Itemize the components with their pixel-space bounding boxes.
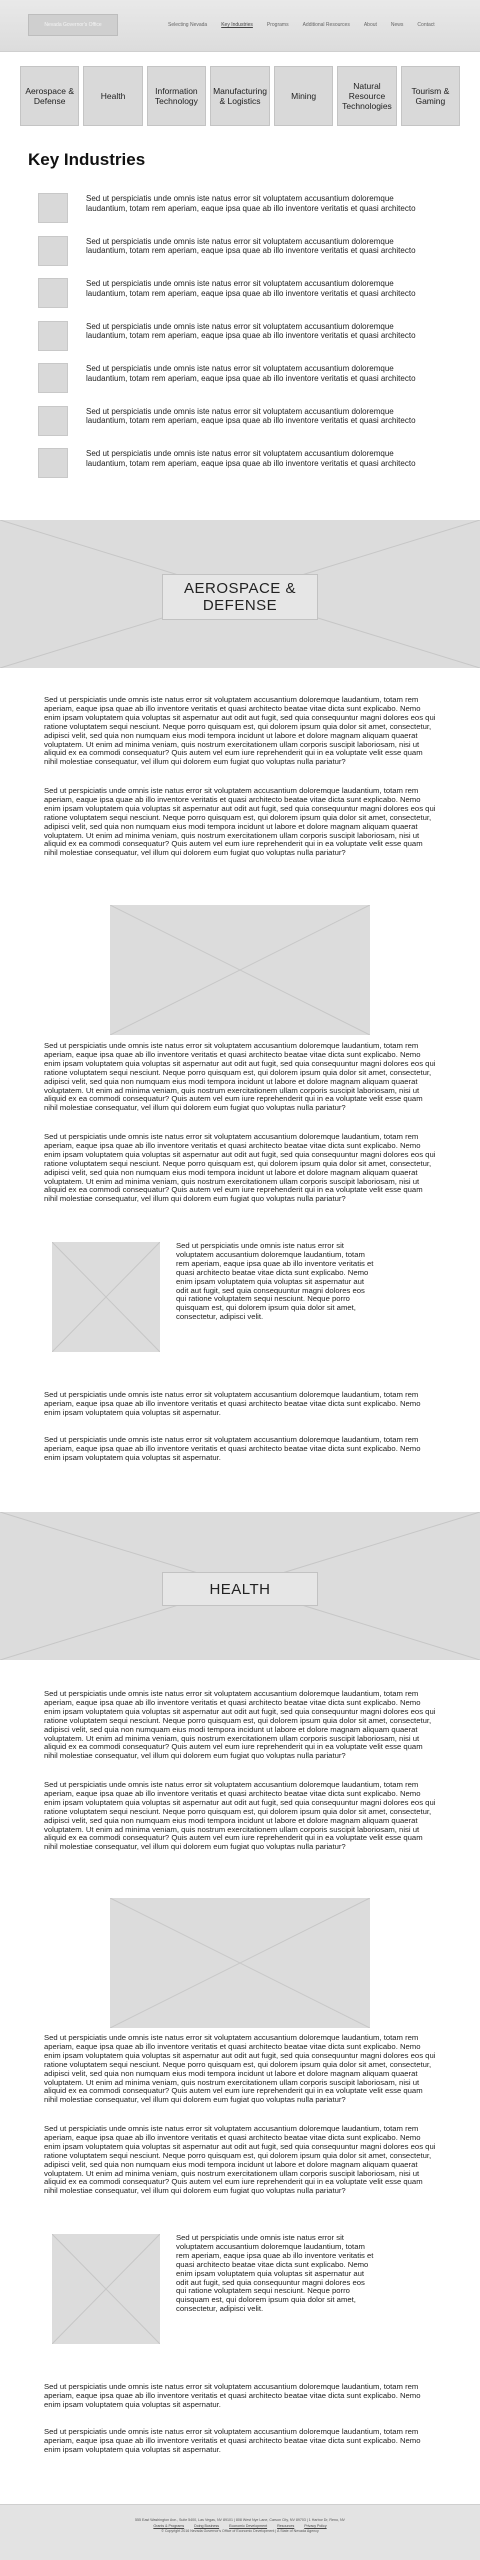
health-paragraph-6: Sed ut perspiciatis unde omnis iste natus error sit voluptatem accusantium doloremque laudantium, totam rem aperiam, eaque ipsa quae ab illo inventore veritatis et quasi architecto beatae vitae dicta sunt explicabo. Nemo enim ipsam voluptatem quia voluptas sit aspernatur.	[44, 2427, 421, 2454]
page-title: Key Industries	[28, 150, 146, 169]
health-image-placeholder	[110, 1898, 370, 2028]
footer-copyright: © Copyright 2016 Nevada Governor's Office of Economic Development | A State of Nevada Agency	[161, 2529, 319, 2533]
aerospace-paragraph-6: Sed ut perspiciatis unde omnis iste natus error sit voluptatem accusantium doloremque laudantium, totam rem aperiam, eaque ipsa quae ab illo inventore veritatis et quasi architecto beatae vitae dicta sunt explicabo. Nemo enim ipsam voluptatem quia voluptas sit aspernatur.	[44, 1435, 421, 1462]
list-item-text: Sed ut perspiciatis unde omnis iste natus error sit voluptatem accusantium doloremque laudantium, totam rem aperiam, eaque ipsa quae ab illo inventore veritatis et quasi architecto	[86, 406, 416, 425]
health-paragraph-4: Sed ut perspiciatis unde omnis iste natus error sit voluptatem accusantium doloremque laudantium, totam rem aperiam, eaque ipsa quae ab illo inventore veritatis et quasi architecto beatae vitae dicta sunt explicabo. Nemo enim ipsam voluptatem quia voluptas sit aspernatur aut odit aut fugit, sed quia consequuntur magni dolores eos qui ratione voluptatem sequi nesciunt. Neque porro quisquam est, qui dolorem ipsum quia dolor sit amet, consectetur, adipisci velit, sed quia non numquam eius modi tempora incidunt ut labore et dolore magnam aliquam quaerat voluptatem. Ut enim ad minima veniam, quis nostrum exercitationem ullam corporis suscipit laboriosam, nisi ut aliquid ex ea commodi consequatur? Quis autem vel eum iure reprehenderit qui in ea voluptate velit esse quam nihil molestiae consequatur, vel illum qui dolorem eum fugiat quo voluptas nulla pariatur?	[44, 2124, 436, 2196]
industry-tiles	[20, 66, 460, 126]
nav-news[interactable]: News	[390, 22, 404, 28]
footer-link-grants[interactable]: Grants & Programs	[153, 2524, 185, 2528]
list-item-text: Sed ut perspiciatis unde omnis iste natus error sit voluptatem accusantium doloremque laudantium, totam rem aperiam, eaque ipsa quae ab illo inventore veritatis et quasi architecto	[86, 364, 416, 383]
image-placeholder	[38, 193, 68, 223]
list-item-text: Sed ut perspiciatis unde omnis iste natus error sit voluptatem accusantium doloremque laudantium, totam rem aperiam, eaque ipsa quae ab illo inventore veritatis et quasi architecto	[86, 236, 416, 255]
tile-natural-resource-technologies[interactable]: Natural Resource Technologies	[337, 66, 396, 126]
footer-link-economic-development[interactable]: Economic Development	[229, 2524, 268, 2528]
nav-about[interactable]: About	[363, 22, 377, 28]
aerospace-paragraph-1: Sed ut perspiciatis unde omnis iste natus error sit voluptatem accusantium doloremque laudantium, totam rem aperiam, eaque ipsa quae ab illo inventore veritatis et quasi architecto beatae vitae dicta sunt explicabo. Nemo enim ipsam voluptatem quia voluptas sit aspernatur aut odit aut fugit, sed quia consequuntur magni dolores eos qui ratione voluptatem sequi nesciunt. Neque porro quisquam est, qui dolorem ipsum quia dolor sit amet, consectetur, adipisci velit, sed quia non numquam eius modi tempora incidunt ut labore et dolore magnam aliquam quaerat voluptatem. Ut enim ad minima veniam, quis nostrum exercitationem ullam corporis suscipit laboriosam, nisi ut aliquid ex ea commodi consequatur? Quis autem vel eum iure reprehenderit qui in ea voluptate velit esse quam nihil molestiae consequatur, vel illum qui dolorem eum fugiat quo voluptas nulla pariatur?	[44, 695, 436, 767]
list-item-text: Sed ut perspiciatis unde omnis iste natus error sit voluptatem accusantium doloremque laudantium, totam rem aperiam, eaque ipsa quae ab illo inventore veritatis et quasi architecto	[86, 194, 416, 213]
image-placeholder	[38, 363, 68, 393]
nav-key-industries[interactable]: Key Industries	[221, 22, 253, 28]
list-item[interactable]	[38, 360, 442, 403]
image-placeholder	[38, 321, 68, 351]
nav-contact[interactable]: Contact	[417, 22, 435, 28]
health-paragraph-3: Sed ut perspiciatis unde omnis iste natus error sit voluptatem accusantium doloremque laudantium, totam rem aperiam, eaque ipsa quae ab illo inventore veritatis et quasi architecto beatae vitae dicta sunt explicabo. Nemo enim ipsam voluptatem quia voluptas sit aspernatur aut odit aut fugit, sed quia consequuntur magni dolores eos qui ratione voluptatem sequi nesciunt. Neque porro quisquam est, qui dolorem ipsum quia dolor sit amet, consectetur, adipisci velit, sed quia non numquam eius modi tempora incidunt ut labore et dolore magnam aliquam quaerat voluptatem. Ut enim ad minima veniam, quis nostrum exercitationem ullam corporis suscipit laboriosam, nisi ut aliquid ex ea commodi consequatur? Quis autem vel eum iure reprehenderit qui in ea voluptate velit esse quam nihil molestiae consequatur, vel illum qui dolorem eum fugiat quo voluptas nulla pariatur?	[44, 2033, 436, 2105]
health-section-title: HEALTH	[162, 1572, 318, 1606]
aerospace-hero-banner	[0, 520, 480, 668]
nav-selecting-nevada[interactable]: Selecting Nevada	[168, 22, 208, 28]
footer-link-resources[interactable]: Resources	[277, 2524, 295, 2528]
aerospace-paragraph-4: Sed ut perspiciatis unde omnis iste natus error sit voluptatem accusantium doloremque laudantium, totam rem aperiam, eaque ipsa quae ab illo inventore veritatis et quasi architecto beatae vitae dicta sunt explicabo. Nemo enim ipsam voluptatem quia voluptas sit aspernatur aut odit aut fugit, sed quia consequuntur magni dolores eos qui ratione voluptatem sequi nesciunt. Neque porro quisquam est, qui dolorem ipsum quia dolor sit amet, consectetur, adipisci velit, sed quia non numquam eius modi tempora incidunt ut labore et dolore magnam aliquam quaerat voluptatem. Ut enim ad minima veniam, quis nostrum exercitationem ullam corporis suscipit laboriosam, nisi ut aliquid ex ea commodi consequatur? Quis autem vel eum iure reprehenderit qui in ea voluptate velit esse quam nihil molestiae consequatur, vel illum qui dolorem eum fugiat quo voluptas nulla pariatur?	[44, 1132, 436, 1204]
list-item[interactable]	[38, 403, 442, 446]
tile-information-technology[interactable]: Information Technology	[147, 66, 206, 126]
list-item[interactable]	[38, 275, 442, 318]
health-hero-banner	[0, 1512, 480, 1660]
site-logo[interactable]: Nevada Governor's Office	[28, 14, 118, 36]
site-header	[0, 0, 480, 52]
aerospace-paragraph-3: Sed ut perspiciatis unde omnis iste natus error sit voluptatem accusantium doloremque laudantium, totam rem aperiam, eaque ipsa quae ab illo inventore veritatis et quasi architecto beatae vitae dicta sunt explicabo. Nemo enim ipsam voluptatem quia voluptas sit aspernatur aut odit aut fugit, sed quia consequuntur magni dolores eos qui ratione voluptatem sequi nesciunt. Neque porro quisquam est, qui dolorem ipsum quia dolor sit amet, consectetur, adipisci velit, sed quia non numquam eius modi tempora incidunt ut labore et dolore magnam aliquam quaerat voluptatem. Ut enim ad minima veniam, quis nostrum exercitationem ullam corporis suscipit laboriosam, nisi ut aliquid ex ea commodi consequatur? Quis autem vel eum iure reprehenderit qui in ea voluptate velit esse quam nihil molestiae consequatur, vel illum qui dolorem eum fugiat quo voluptas nulla pariatur?	[44, 1041, 436, 1113]
image-placeholder	[38, 406, 68, 436]
list-item[interactable]	[38, 233, 442, 276]
list-item[interactable]	[38, 190, 442, 233]
aerospace-paragraph-5: Sed ut perspiciatis unde omnis iste natus error sit voluptatem accusantium doloremque laudantium, totam rem aperiam, eaque ipsa quae ab illo inventore veritatis et quasi architecto beatae vitae dicta sunt explicabo. Nemo enim ipsam voluptatem quia voluptas sit aspernatur.	[44, 1390, 421, 1417]
list-item[interactable]	[38, 445, 442, 488]
tile-health[interactable]: Health	[83, 66, 142, 126]
aerospace-section-title: AEROSPACE & DEFENSE	[162, 574, 318, 620]
site-footer	[0, 2504, 480, 2560]
nav-additional-resources[interactable]: Additional Resources	[302, 22, 350, 28]
aerospace-side-text: Sed ut perspiciatis unde omnis iste natus error sit voluptatem accusantium doloremque laudantium, totam rem aperiam, eaque ipsa quae ab illo inventore veritatis et quasi architecto beatae vitae dicta sunt explicabo. Nemo enim ipsam voluptatem quia voluptas sit aspernatur aut odit aut fugit, sed quia consequuntur magni dolores eos qui ratione voluptatem sequi nesciunt. Neque porro quisquam est, qui dolorem ipsum quia dolor sit amet, consectetur, adipisci velit.	[176, 1241, 374, 1322]
aerospace-paragraph-2: Sed ut perspiciatis unde omnis iste natus error sit voluptatem accusantium doloremque laudantium, totam rem aperiam, eaque ipsa quae ab illo inventore veritatis et quasi architecto beatae vitae dicta sunt explicabo. Nemo enim ipsam voluptatem quia voluptas sit aspernatur aut odit aut fugit, sed quia consequuntur magni dolores eos qui ratione voluptatem sequi nesciunt. Neque porro quisquam est, qui dolorem ipsum quia dolor sit amet, consectetur, adipisci velit, sed quia non numquam eius modi tempora incidunt ut labore et dolore magnam aliquam quaerat voluptatem. Ut enim ad minima veniam, quis nostrum exercitationem ullam corporis suscipit laboriosam, nisi ut aliquid ex ea commodi consequatur? Quis autem vel eum iure reprehenderit qui in ea voluptate velit esse quam nihil molestiae consequatur, vel illum qui dolorem eum fugiat quo voluptas nulla pariatur?	[44, 786, 436, 858]
image-placeholder-cross	[110, 1898, 370, 2028]
footer-link-privacy[interactable]: Privacy Policy	[304, 2524, 327, 2528]
image-placeholder-cross	[52, 2234, 160, 2344]
aerospace-side-image-placeholder	[52, 1242, 160, 1352]
health-paragraph-1: Sed ut perspiciatis unde omnis iste natus error sit voluptatem accusantium doloremque laudantium, totam rem aperiam, eaque ipsa quae ab illo inventore veritatis et quasi architecto beatae vitae dicta sunt explicabo. Nemo enim ipsam voluptatem quia voluptas sit aspernatur aut odit aut fugit, sed quia consequuntur magni dolores eos qui ratione voluptatem sequi nesciunt. Neque porro quisquam est, qui dolorem ipsum quia dolor sit amet, consectetur, adipisci velit, sed quia non numquam eius modi tempora incidunt ut labore et dolore magnam aliquam quaerat voluptatem. Ut enim ad minima veniam, quis nostrum exercitationem ullam corporis suscipit laboriosam, nisi ut aliquid ex ea commodi consequatur? Quis autem vel eum iure reprehenderit qui in ea voluptate velit esse quam nihil molestiae consequatur, vel illum qui dolorem eum fugiat quo voluptas nulla pariatur?	[44, 1689, 436, 1761]
image-placeholder	[38, 448, 68, 478]
health-side-text: Sed ut perspiciatis unde omnis iste natus error sit voluptatem accusantium doloremque laudantium, totam rem aperiam, eaque ipsa quae ab illo inventore veritatis et quasi architecto beatae vitae dicta sunt explicabo. Nemo enim ipsam voluptatem quia voluptas sit aspernatur aut odit aut fugit, sed quia consequuntur magni dolores eos qui ratione voluptatem sequi nesciunt. Neque porro quisquam est, qui dolorem ipsum quia dolor sit amet, consectetur, adipisci velit.	[176, 2233, 374, 2314]
image-placeholder-cross	[52, 1242, 160, 1352]
tile-mining[interactable]: Mining	[274, 66, 333, 126]
health-paragraph-5: Sed ut perspiciatis unde omnis iste natus error sit voluptatem accusantium doloremque laudantium, totam rem aperiam, eaque ipsa quae ab illo inventore veritatis et quasi architecto beatae vitae dicta sunt explicabo. Nemo enim ipsam voluptatem quia voluptas sit aspernatur.	[44, 2382, 421, 2409]
footer-link-doing-business[interactable]: Doing Business	[194, 2524, 220, 2528]
list-item-text: Sed ut perspiciatis unde omnis iste natus error sit voluptatem accusantium doloremque laudantium, totam rem aperiam, eaque ipsa quae ab illo inventore veritatis et quasi architecto	[86, 449, 416, 468]
main-nav	[168, 22, 435, 28]
health-side-image-placeholder	[52, 2234, 160, 2344]
list-item[interactable]	[38, 318, 442, 361]
tile-aerospace-defense[interactable]: Aerospace & Defense	[20, 66, 79, 126]
footer-addresses: 555 East Washington Ave., Suite 5400, Las Vegas, NV 89101 | 808 West Nye Lane, Carson City, NV 89703 | 1 Harbor Dr, Reno, NV	[135, 2518, 345, 2522]
image-placeholder	[38, 236, 68, 266]
list-item-text: Sed ut perspiciatis unde omnis iste natus error sit voluptatem accusantium doloremque laudantium, totam rem aperiam, eaque ipsa quae ab illo inventore veritatis et quasi architecto	[86, 279, 416, 298]
nav-programs[interactable]: Programs	[266, 22, 289, 28]
key-industry-list	[38, 190, 442, 488]
health-paragraph-2: Sed ut perspiciatis unde omnis iste natus error sit voluptatem accusantium doloremque laudantium, totam rem aperiam, eaque ipsa quae ab illo inventore veritatis et quasi architecto beatae vitae dicta sunt explicabo. Nemo enim ipsam voluptatem quia voluptas sit aspernatur aut odit aut fugit, sed quia consequuntur magni dolores eos qui ratione voluptatem sequi nesciunt. Neque porro quisquam est, qui dolorem ipsum quia dolor sit amet, consectetur, adipisci velit, sed quia non numquam eius modi tempora incidunt ut labore et dolore magnam aliquam quaerat voluptatem. Ut enim ad minima veniam, quis nostrum exercitationem ullam corporis suscipit laboriosam, nisi ut aliquid ex ea commodi consequatur? Quis autem vel eum iure reprehenderit qui in ea voluptate velit esse quam nihil molestiae consequatur, vel illum qui dolorem eum fugiat quo voluptas nulla pariatur?	[44, 1780, 436, 1852]
tile-tourism-gaming[interactable]: Tourism & Gaming	[401, 66, 460, 126]
tile-manufacturing-logistics[interactable]: Manufacturing & Logistics	[210, 66, 270, 126]
list-item-text: Sed ut perspiciatis unde omnis iste natus error sit voluptatem accusantium doloremque laudantium, totam rem aperiam, eaque ipsa quae ab illo inventore veritatis et quasi architecto	[86, 321, 416, 340]
aerospace-image-placeholder	[110, 905, 370, 1035]
image-placeholder-cross	[110, 905, 370, 1035]
image-placeholder	[38, 278, 68, 308]
